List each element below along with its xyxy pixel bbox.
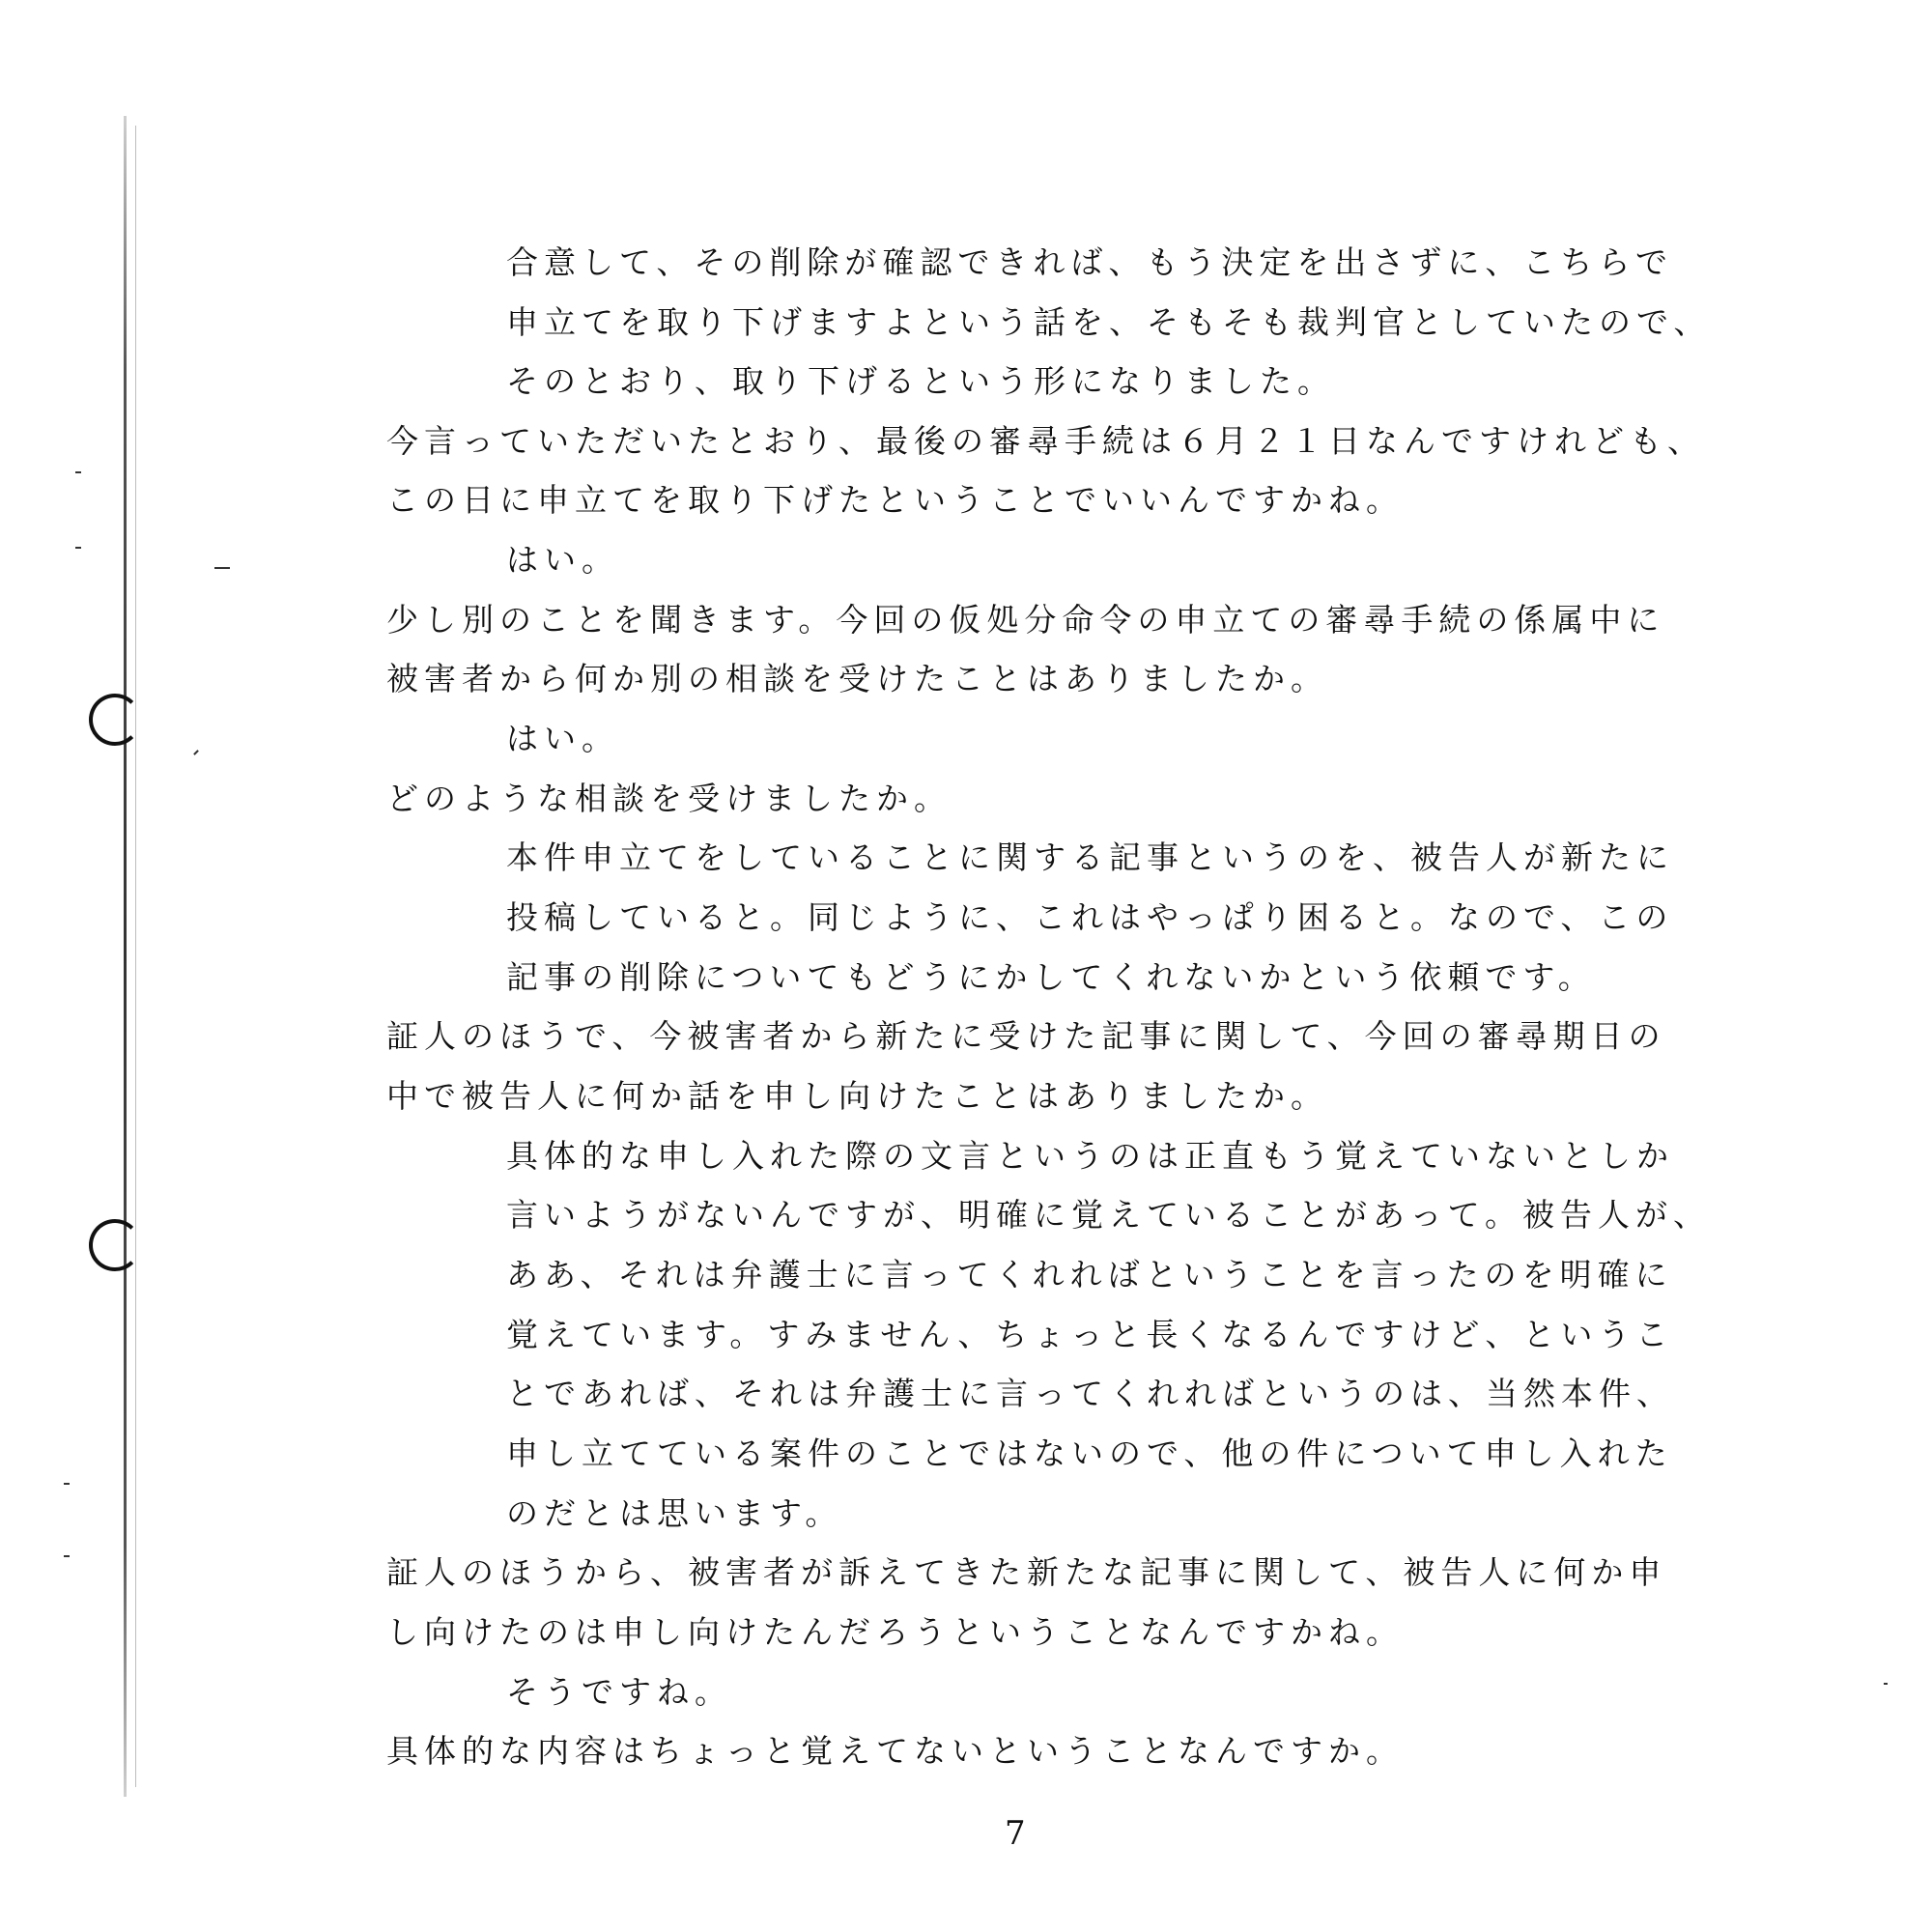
transcript-line: 証人のほうから、被害者が訴えてきた新たな記事に関して、被告人に何か申	[386, 1553, 1667, 1591]
scan-speck	[64, 1483, 70, 1485]
punch-hole-icon	[89, 694, 141, 746]
transcript-line: 証人のほうで、今被害者から新たに受けた記事に関して、今回の審尋期日の	[386, 1017, 1666, 1055]
transcript-line: 中で被告人に何か話を申し向けたことはありましたか。	[386, 1077, 1328, 1115]
punch-hole-icon	[89, 1219, 141, 1271]
transcript-line: 合意して、その削除が確認できれば、もう決定を出さずに、こちらで	[506, 243, 1674, 281]
transcript-line: そのとおり、取り下げるという形になりました。	[506, 362, 1335, 400]
transcript-line: 具体的な申し入れた際の文言というのは正直もう覚えていないとしか	[506, 1137, 1674, 1175]
transcript-line: 具体的な内容はちょっと覚えてないということなんですか。	[386, 1732, 1404, 1770]
scan-speck	[214, 567, 230, 569]
transcript-line: し向けたのは申し向けたんだろうということなんですかね。	[386, 1613, 1404, 1651]
transcript-line: 申立てを取り下げますよという話を、そもそも裁判官としていたので、	[506, 303, 1712, 341]
transcript-line: どのような相談を受けましたか。	[386, 780, 952, 817]
transcript-line: とであれば、それは弁護士に言ってくれればというのは、当然本件、	[506, 1375, 1674, 1412]
transcript-line: 申し立てている案件のことではないので、他の件について申し入れた	[506, 1435, 1673, 1472]
scan-speck	[193, 750, 199, 755]
transcript-line: そうですね。	[506, 1673, 732, 1711]
transcript-line: はい。	[506, 720, 619, 757]
scan-speck	[75, 547, 81, 549]
transcript-line: 本件申立てをしていることに関する記事というのを、被告人が新たに	[506, 838, 1674, 876]
transcript-line: 今言っていただいたとおり、最後の審尋手続は６月２１日なんですけれども、	[386, 422, 1705, 460]
binding-margin-line	[124, 116, 127, 1797]
transcript-line: ああ、それは弁護士に言ってくれればということを言ったのを明確に	[506, 1256, 1673, 1293]
transcript-line: 投稿していると。同じように、これはやっぱり困ると。なので、この	[506, 898, 1674, 936]
transcript-line: 言いようがないんですが、明確に覚えていることがあって。被告人が、	[506, 1196, 1712, 1234]
binding-margin-line-secondary	[135, 126, 136, 1787]
transcript-line: 被害者から何か別の相談を受けたことはありましたか。	[386, 660, 1328, 697]
scan-speck	[64, 1555, 70, 1557]
page-number: 7	[1005, 1814, 1026, 1853]
transcript-line: この日に申立てを取り下げたということでいいんですかね。	[386, 481, 1404, 519]
transcript-line: のだとは思います。	[506, 1494, 843, 1532]
transcript-line: 記事の削除についてもどうにかしてくれないかという依頼です。	[506, 958, 1596, 996]
transcript-line: 少し別のことを聞きます。今回の仮処分命令の申立ての審尋手続の係属中に	[386, 601, 1665, 639]
scan-speck	[75, 471, 81, 473]
scan-speck	[1884, 1683, 1888, 1685]
transcript-line: はい。	[506, 541, 619, 579]
transcript-line: 覚えています。すみません、ちょっと長くなるんですけど、というこ	[506, 1316, 1674, 1353]
